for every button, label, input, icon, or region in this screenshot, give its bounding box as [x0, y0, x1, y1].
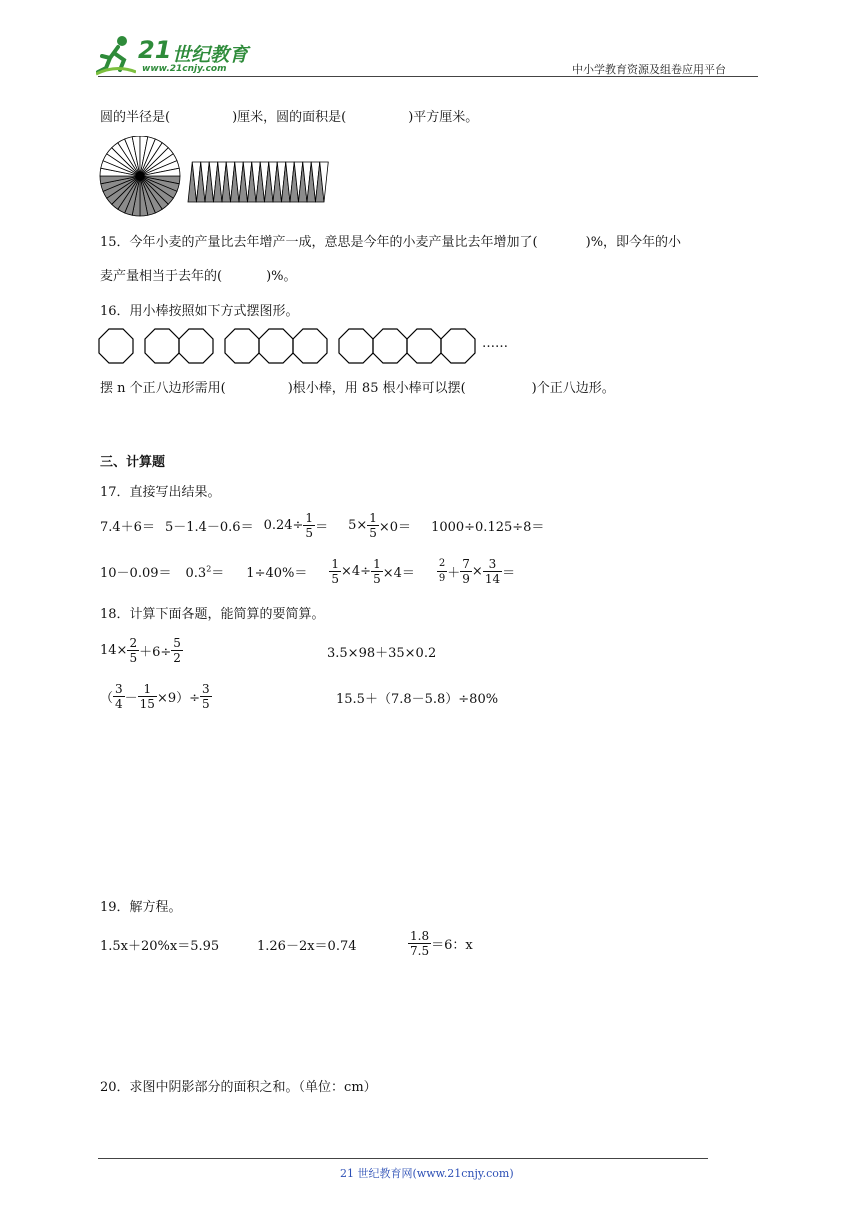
octagon — [225, 329, 259, 363]
q16-title: 16．用小棒按照如下方式摆图形。 — [100, 304, 299, 319]
octagon — [339, 329, 373, 363]
q18-item-4: 15.5＋（7.8－5.8）÷80% — [336, 692, 499, 707]
q19-title: 19．解方程。 — [100, 900, 182, 915]
octagon — [407, 329, 441, 363]
octagon — [179, 329, 213, 363]
octagon — [293, 329, 327, 363]
section-title-calculation: 三、计算题 — [100, 455, 166, 470]
q19-equation-3: $\frac{1.8}{7.5}$ ＝6：x — [410, 928, 473, 958]
q19-equation-1: 1.5x＋20%x＝5.95 — [100, 939, 220, 954]
pattern-ellipsis: …… — [482, 336, 508, 351]
q17-item-7: $0.3^2=$ — [185, 564, 225, 581]
q18-item-1: 14× $\frac{2}{5}$ ＋6÷ $\frac{5}{2}$ — [100, 635, 181, 665]
octagon — [99, 329, 133, 363]
q15-line1: 15．今年小麦的产量比去年增产一成，意思是今年的小麦产量比去年增加了( )%，即今年的小 — [100, 235, 682, 250]
site-logo — [96, 34, 266, 76]
q19-equation-2: 1.26－2x＝0.74 — [257, 939, 357, 954]
octagon — [441, 329, 475, 363]
q17-item-5: 1000÷0.125÷8＝ — [431, 519, 545, 535]
q17-title: 17．直接写出结果。 — [100, 485, 221, 500]
octagon — [145, 329, 179, 363]
q17-item-8: 1÷40%＝ — [246, 565, 308, 581]
q17-item-1: 7.4＋6＝ — [100, 519, 155, 535]
footer-divider — [98, 1158, 708, 1159]
footer-site-link[interactable]: 21 世纪教育网(www.21cnjy.com) — [340, 1167, 514, 1180]
q17-item-2: 5－1.4－0.6＝ — [164, 519, 254, 535]
q15-line2: 麦产量相当于去年的( )%。 — [100, 269, 297, 284]
circle-cut-figure — [98, 136, 338, 220]
q17-row2: 10－0.09＝ $0.3^2=$ 1÷40%＝ $\frac{1}{5}$ ×4÷ $\frac{1}{5}$ ×4＝ $\frac{2}{9}$ ＋ $\frac{7}{9}$ × $\frac{3}{14}$ ＝ — [100, 556, 516, 586]
q20-title: 20．求图中阴影部分的面积之和。（单位：cm） — [100, 1080, 377, 1095]
q18-item-3: （ $\frac{3}{4}$ － $\frac{1}{15}$ ×9）÷ $\frac{3}{5}$ — [100, 681, 210, 711]
fraction: $\frac{1}{5}$ — [369, 510, 377, 540]
octagon-pattern-figure — [98, 326, 518, 366]
logo-number: 21 — [138, 36, 172, 64]
q18-item-2: 3.5×98＋35×0.2 — [327, 646, 437, 661]
q14-answer-line: 圆的半径是( )厘米，圆的面积是( )平方厘米。 — [100, 110, 479, 125]
header-divider — [98, 76, 758, 77]
q16-answer-line: 摆 n 个正八边形需用( )根小棒，用 85 根小棒可以摆( )个正八边形。 — [100, 381, 615, 396]
runner-logo-icon — [96, 34, 136, 76]
header-platform-text: 中小学教育资源及组卷应用平台 — [572, 63, 726, 76]
octagon — [373, 329, 407, 363]
logo-url: www.21cnjy.com — [142, 64, 227, 74]
logo-text: 世纪教育 — [172, 44, 249, 66]
fraction: $\frac{1}{5}$ — [305, 510, 314, 540]
circle-sectors — [100, 136, 180, 216]
q18-title: 18．计算下面各题，能简算的要简算。 — [100, 607, 325, 622]
rearranged-strip — [188, 162, 328, 202]
q17-item-6: 10－0.09＝ — [100, 565, 172, 581]
octagon — [259, 329, 293, 363]
q17-row1: 7.4＋6＝ 5－1.4－0.6＝ 0.24÷ $\frac{1}{5}$ ＝ 5× $\frac{1}{5}$ ×0＝ 1000÷0.125÷8＝ — [100, 510, 545, 540]
